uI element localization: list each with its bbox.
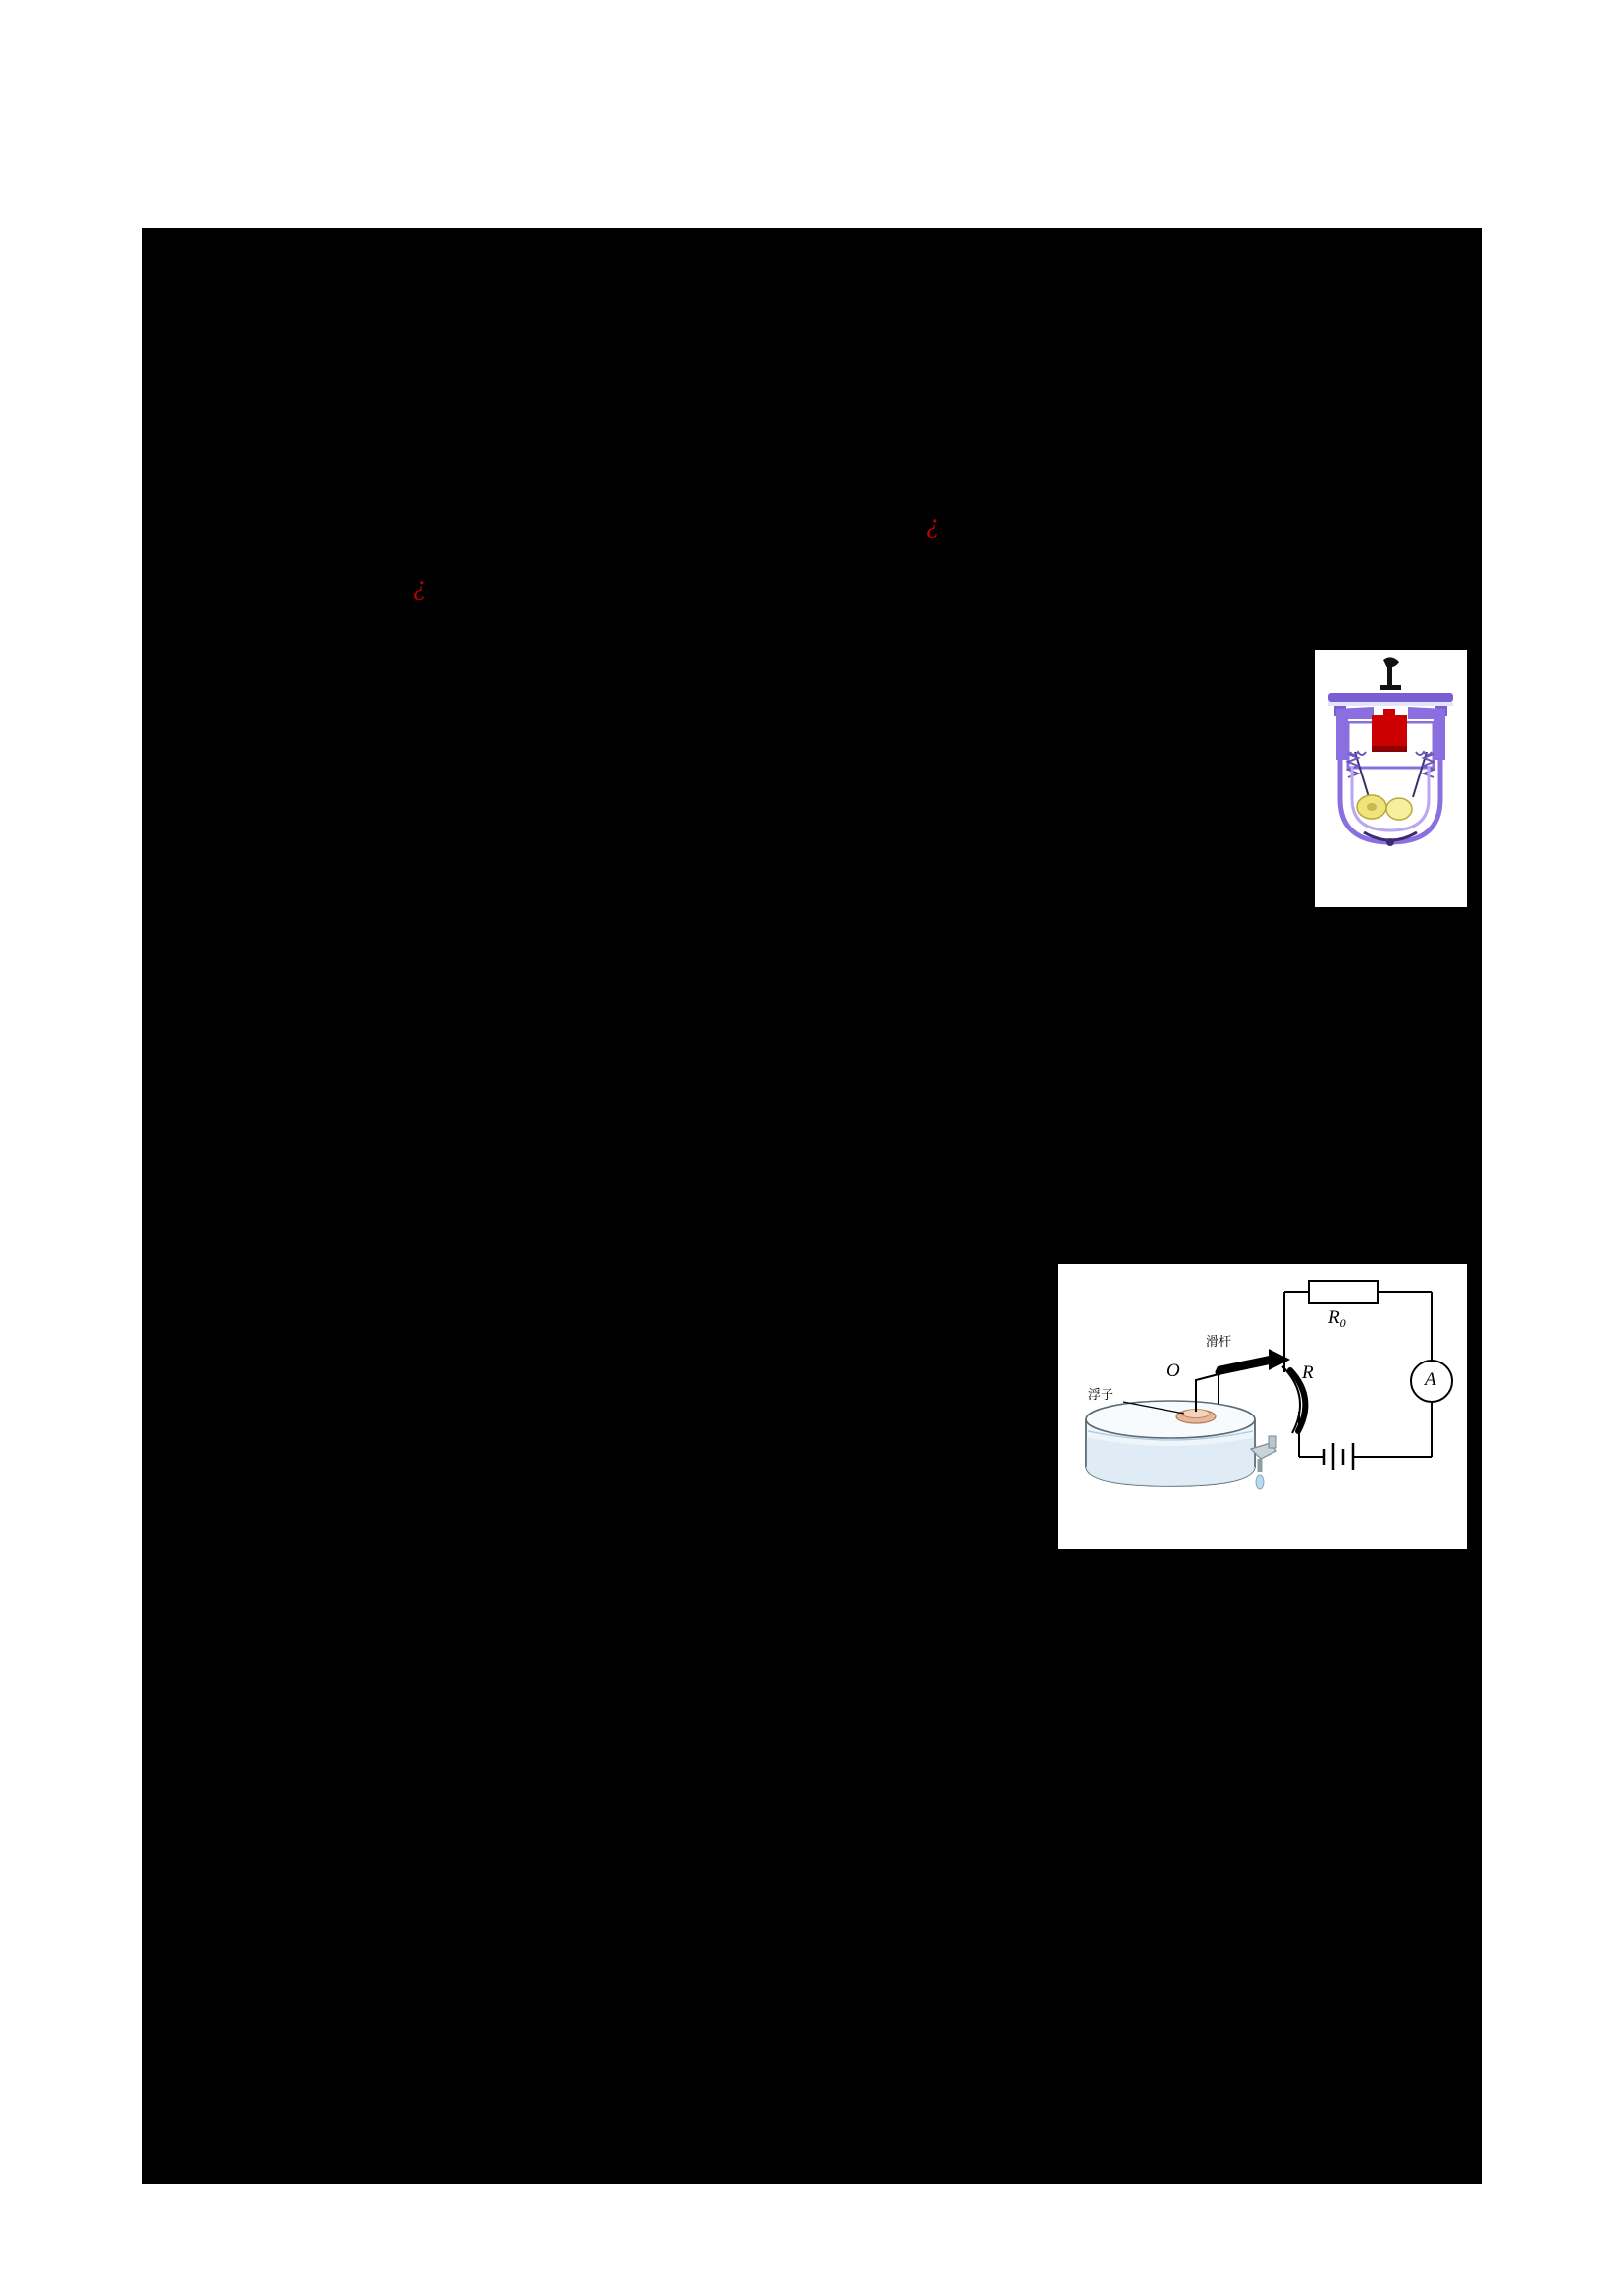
pivot-label: O xyxy=(1166,1361,1180,1381)
document-page-body xyxy=(142,228,1482,2184)
rheostat-label: R xyxy=(1302,1362,1314,1383)
fixed-resistor-label xyxy=(1328,1308,1346,1331)
fixed-resistor-icon xyxy=(1309,1281,1378,1303)
fixed-resistor-symbol: R xyxy=(1328,1308,1340,1328)
figure-float-rheostat-circuit xyxy=(1058,1264,1467,1549)
float-label: 浮子 xyxy=(1088,1388,1114,1403)
ammeter-label: A xyxy=(1425,1369,1436,1390)
slide-rod-label: 滑杆 xyxy=(1206,1335,1232,1350)
heating-element-icon xyxy=(1372,709,1407,752)
float-circuit-diagram xyxy=(1058,1264,1467,1549)
fixed-resistor-subscript: 0 xyxy=(1339,1316,1346,1331)
red-question-mark-2: ¿ xyxy=(926,508,940,538)
pressure-valve-diagram xyxy=(1315,650,1467,907)
water-tank-icon xyxy=(1086,1401,1255,1486)
red-question-mark-1: ¿ xyxy=(413,570,427,600)
figure-pressure-valve xyxy=(1315,650,1467,907)
